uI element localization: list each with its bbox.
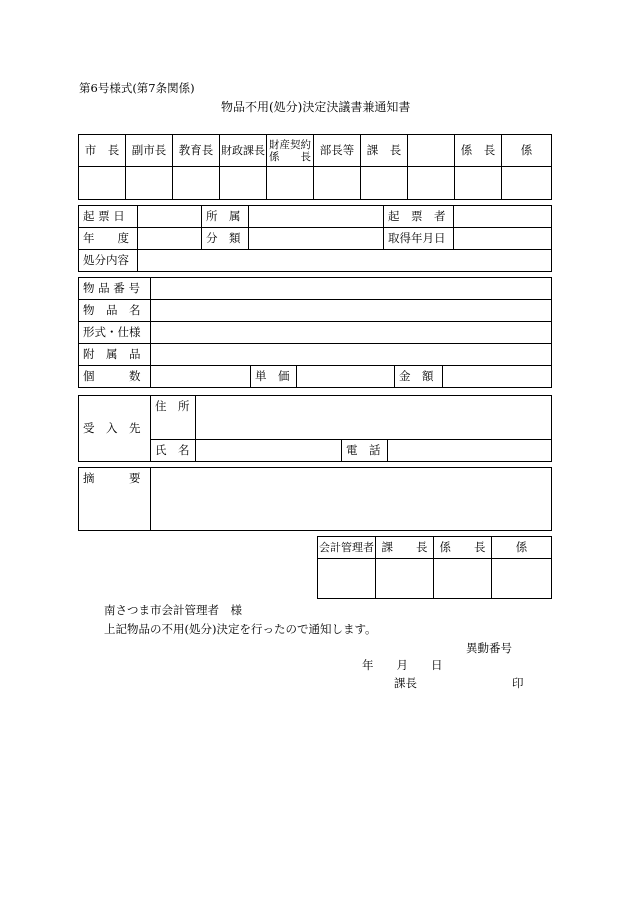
notice-chief: 課長 xyxy=(394,676,417,690)
item-number-value[interactable] xyxy=(151,278,552,300)
accounting-seal-box[interactable] xyxy=(318,559,376,599)
amount-label: 金 額 xyxy=(395,366,443,388)
acquired-date-value[interactable] xyxy=(454,228,552,250)
amount-value[interactable] xyxy=(443,366,552,388)
transfer-number-label: 異動番号 xyxy=(466,641,512,655)
approval-property-contract xyxy=(267,135,314,167)
item-name-value[interactable] xyxy=(151,300,552,322)
category-label: 分 類 xyxy=(202,228,249,250)
summary-label: 摘 要 xyxy=(79,468,151,531)
accounting-staff: 係 xyxy=(492,537,552,559)
approval-education: 教育長 xyxy=(173,135,220,167)
accounting-seal-box[interactable] xyxy=(376,559,434,599)
seal-box[interactable] xyxy=(455,167,502,200)
approval-property-line1: 財産契約 xyxy=(269,138,311,151)
approval-vice-mayor: 副市長 xyxy=(126,135,173,167)
category-value[interactable] xyxy=(249,228,384,250)
accounting-seal-box[interactable] xyxy=(492,559,552,599)
name-value[interactable] xyxy=(196,440,342,462)
approval-finance-chief: 財政課長 xyxy=(220,135,267,167)
seal-box[interactable] xyxy=(126,167,173,200)
spec-label: 形式・仕様 xyxy=(79,322,151,344)
summary-value[interactable] xyxy=(151,468,552,531)
kihyo-person-value[interactable] xyxy=(454,206,552,228)
kihyo-date-label: 起 票 日 xyxy=(79,206,138,228)
accessory-value[interactable] xyxy=(151,344,552,366)
item-table xyxy=(78,277,552,388)
spec-value[interactable] xyxy=(151,322,552,344)
form-number: 第6号様式(第7条関係) xyxy=(79,81,195,95)
shozoku-value[interactable] xyxy=(249,206,384,228)
quantity-value[interactable] xyxy=(151,366,251,388)
summary-table xyxy=(78,467,552,531)
approval-subsection-chief: 係 長 xyxy=(455,135,502,167)
seal-box[interactable] xyxy=(361,167,408,200)
approval-blank xyxy=(408,135,455,167)
seal-box[interactable] xyxy=(79,167,126,200)
kihyo-person-label: 起 票 者 xyxy=(384,206,454,228)
accounting-table xyxy=(317,536,552,599)
item-name-label: 物 品 名 xyxy=(79,300,151,322)
phone-value[interactable] xyxy=(388,440,552,462)
accounting-manager: 会計管理者 xyxy=(318,537,376,559)
notice-addressee: 南さつま市会計管理者 様 xyxy=(104,603,242,617)
accounting-subchief: 係 長 xyxy=(434,537,492,559)
approval-property-line2: 係 長 xyxy=(269,150,311,163)
seal-box[interactable] xyxy=(267,167,314,200)
seal-box[interactable] xyxy=(220,167,267,200)
accounting-chief: 課 長 xyxy=(376,537,434,559)
shozoku-label: 所 属 xyxy=(202,206,249,228)
approval-section-chief: 課 長 xyxy=(361,135,408,167)
accessory-label: 附 属 品 xyxy=(79,344,151,366)
recipient-table xyxy=(78,395,552,462)
approval-table xyxy=(78,134,552,200)
accounting-seal-box[interactable] xyxy=(434,559,492,599)
approval-mayor: 市 長 xyxy=(79,135,126,167)
seal-box[interactable] xyxy=(173,167,220,200)
approval-staff: 係 xyxy=(502,135,552,167)
recipient-label: 受 入 先 xyxy=(79,396,151,462)
notice-date: 年 月 日 xyxy=(362,658,443,672)
approval-director: 部長等 xyxy=(314,135,361,167)
unit-price-value[interactable] xyxy=(297,366,395,388)
notice-body: 上記物品の不用(処分)決定を行ったので通知します。 xyxy=(104,622,377,636)
seal-box[interactable] xyxy=(502,167,552,200)
disposal-value[interactable] xyxy=(138,250,552,272)
unit-price-label: 単 価 xyxy=(251,366,297,388)
name-label: 氏 名 xyxy=(151,440,196,462)
item-number-label: 物 品 番 号 xyxy=(79,278,151,300)
fiscal-year-label: 年 度 xyxy=(79,228,138,250)
quantity-label: 個 数 xyxy=(79,366,151,388)
acquired-date-label: 取得年月日 xyxy=(384,228,454,250)
page-title: 物品不用(処分)決定決議書兼通知書 xyxy=(221,100,411,114)
seal-box[interactable] xyxy=(408,167,455,200)
seal-mark: 印 xyxy=(512,676,524,690)
address-value[interactable] xyxy=(196,396,552,440)
disposal-label: 処分内容 xyxy=(79,250,138,272)
fiscal-year-value[interactable] xyxy=(138,228,202,250)
kihyo-date-value[interactable] xyxy=(138,206,202,228)
seal-box[interactable] xyxy=(314,167,361,200)
info-table xyxy=(78,205,552,272)
address-label: 住 所 xyxy=(151,396,196,440)
phone-label: 電 話 xyxy=(342,440,388,462)
